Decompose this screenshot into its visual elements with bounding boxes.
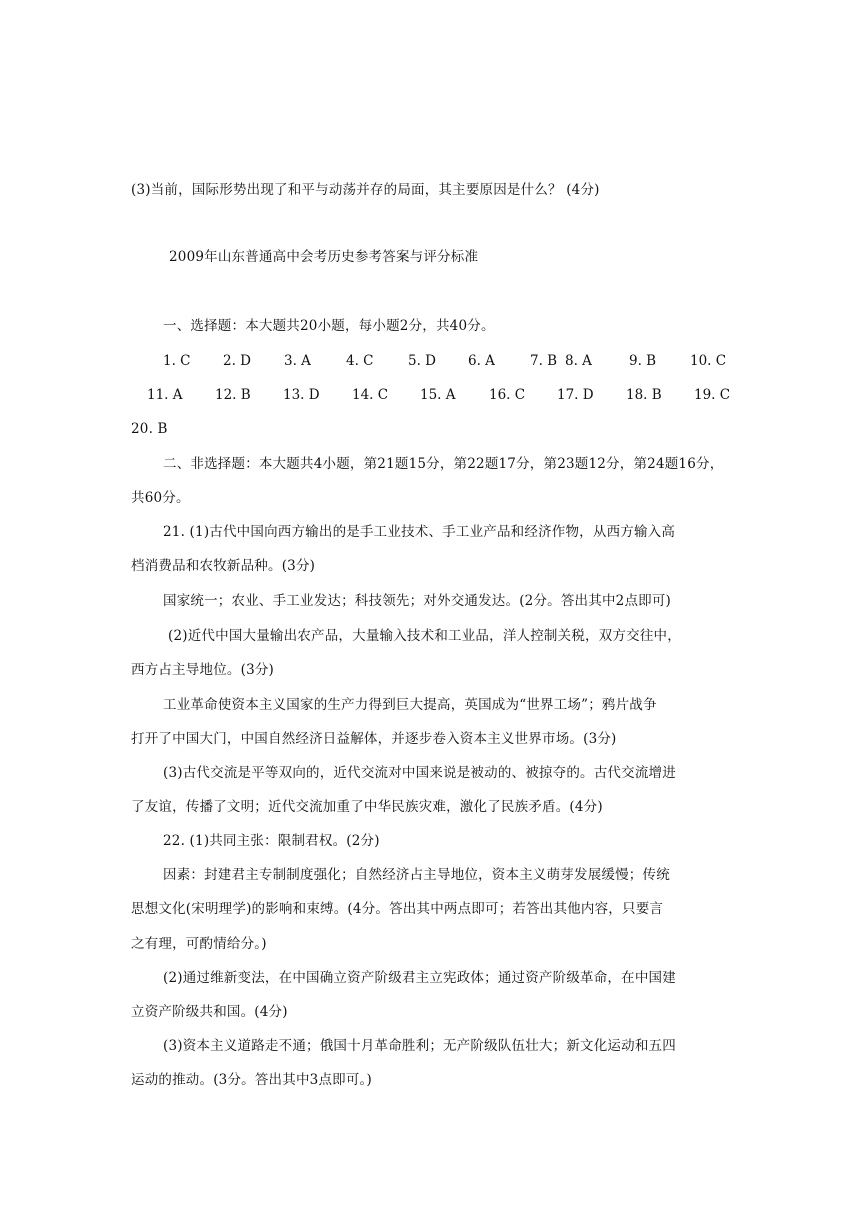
answer-20: 20. B	[131, 421, 168, 437]
q22-p2-line1: 因素：封建君主专制制度强化；自然经济占主导地位，资本主义萌芽发展缓慢；传统	[163, 867, 670, 883]
answer-4: 4. C	[346, 353, 374, 369]
q21-p1-line2: 档消费品和农牧新品种。(3分)	[131, 558, 316, 574]
answer-1: 1. C	[163, 353, 191, 369]
question-3: (3)当前，国际形势出现了和平与动荡并存的局面，其主要原因是什么？ (4分)	[131, 182, 600, 198]
answer-6: 6. A	[468, 353, 495, 369]
q21-p4-line1: 工业革命使资本主义国家的生产力得到巨大提高，英国成为“世界工场”；鸦片战争	[163, 697, 657, 713]
q22-p2-line3: 之有理，可酌情给分。)	[131, 936, 267, 952]
answer-8: 8. A	[565, 353, 592, 369]
answer-9: 9. B	[629, 353, 657, 369]
section1-heading: 一、选择题：本大题共20小题，每小题2分，共40分。	[163, 318, 495, 334]
q21-p2: 国家统一；农业、手工业发达；科技领先；对外交通发达。(2分。答出其中2点即可)	[163, 593, 672, 609]
q22-p3-line1: (2)通过维新变法，在中国确立资产阶级君主立宪政体；通过资产阶级革命，在中国建	[163, 970, 676, 986]
answer-16: 16. C	[489, 387, 526, 403]
answer-7: 7. B	[530, 353, 558, 369]
answer-12: 12. B	[215, 387, 251, 403]
answer-10: 10. C	[690, 353, 727, 369]
q21-p3-line1: (2)近代中国大量输出农产品，大量输入技术和工业品，洋人控制关税，双方交往中，	[168, 628, 681, 644]
answer-17: 17. D	[557, 387, 594, 403]
answer-18: 18. B	[626, 387, 662, 403]
q21-p4-line2: 打开了中国大门，中国自然经济日益解体，并逐步卷入资本主义世界市场。(3分)	[131, 731, 617, 747]
section2-heading-line2: 共60分。	[131, 490, 190, 506]
q22-p3-line2: 立资产阶级共和国。(4分)	[131, 1004, 288, 1020]
q21-p3-line2: 西方占主导地位。(3分)	[131, 662, 275, 678]
q22-p4-line1: (3)资本主义道路走不通；俄国十月革命胜利；无产阶级队伍壮大；新文化运动和五四	[163, 1038, 676, 1054]
answers-row-1	[0, 352, 865, 370]
answers-row-2	[0, 386, 865, 404]
q22-p4-line2: 运动的推动。(3分。答出其中3点即可。)	[131, 1072, 372, 1088]
answer-5: 5. D	[408, 353, 436, 369]
answer-11: 11. A	[147, 387, 183, 403]
q21-p5-line1: (3)古代交流是平等双向的，近代交流对中国来说是被动的、被掠夺的。古代交流增进	[163, 765, 676, 781]
q21-p1-line1: 21. (1)古代中国向西方输出的是手工业技术、手工业产品和经济作物，从西方输入高	[163, 524, 676, 540]
answer-13: 13. D	[283, 387, 320, 403]
q21-p5-line2: 了友谊，传播了文明；近代交流加重了中华民族灾难，激化了民族矛盾。(4分)	[131, 799, 603, 815]
answer-15: 15. A	[420, 387, 456, 403]
q22-p2-line2: 思想文化(宋明理学)的影响和束缚。(4分。答出其中两点即可；若答出其他内容，只要言	[131, 901, 664, 917]
q22-p1: 22. (1)共同主张：限制君权。(2分)	[163, 833, 380, 849]
section2-heading-line1: 二、非选择题：本大题共4小题，第21题15分，第22题17分，第23题12分，第24题16分，	[163, 456, 724, 472]
document-title: 2009年山东普通高中会考历史参考答案与评分标准	[169, 249, 479, 265]
answer-19: 19. C	[694, 387, 731, 403]
answer-14: 14. C	[352, 387, 389, 403]
answer-3: 3. A	[284, 353, 311, 369]
answer-2: 2. D	[223, 353, 251, 369]
